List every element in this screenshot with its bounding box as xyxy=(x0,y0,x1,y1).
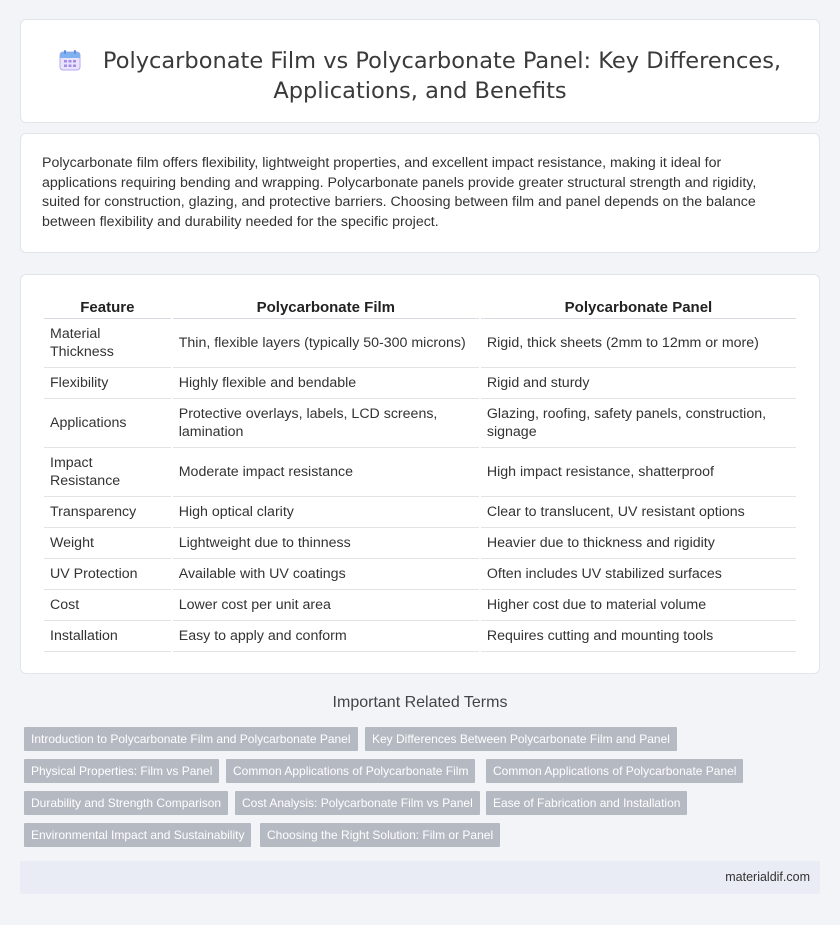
related-tag-choosing[interactable]: Choosing the Right Solution: Film or Panel xyxy=(260,823,500,847)
comparison-table-card xyxy=(20,274,820,674)
cell-film: Thin, flexible layers (typically 50-300 microns) xyxy=(173,319,479,368)
title-line-2: Applications, and Benefits xyxy=(273,78,567,104)
related-tag-cost-analysis[interactable]: Cost Analysis: Polycarbonate Film vs Panel xyxy=(235,791,480,815)
related-tag-physical-properties[interactable]: Physical Properties: Film vs Panel xyxy=(24,759,219,783)
cell-panel: High impact resistance, shatterproof xyxy=(481,448,796,497)
related-tag-durability[interactable]: Durability and Strength Comparison xyxy=(24,791,228,815)
cell-film: Available with UV coatings xyxy=(173,559,479,590)
cell-feature: Weight xyxy=(44,528,171,559)
intro-paragraph: Polycarbonate film offers flexibility, lightweight properties, and excellent impact resistance, making it ideal for applications requiring bending and wrapping. Polycarbonate panels provide greater structural strength and rigidity, suited for construction, glazing, and protective barriers. Choosing between film and panel depends on the balance between flexibility and durability needed for the specific project. xyxy=(42,155,757,230)
cell-feature: Transparency xyxy=(44,497,171,528)
related-tag-panel-applications[interactable]: Common Applications of Polycarbonate Panel xyxy=(486,759,743,783)
cell-feature: Flexibility xyxy=(44,368,171,399)
cell-film: Highly flexible and bendable xyxy=(173,368,479,399)
cell-feature: Cost xyxy=(44,590,171,621)
title-line-1: Polycarbonate Film vs Polycarbonate Panel: Key Differences, xyxy=(102,48,782,74)
table-row xyxy=(44,448,796,497)
cell-panel: Often includes UV stabilized surfaces xyxy=(481,559,796,590)
calendar-icon xyxy=(59,49,81,71)
table-row xyxy=(44,497,796,528)
cell-panel: Rigid and sturdy xyxy=(481,368,796,399)
cell-panel: Clear to translucent, UV resistant options xyxy=(481,497,796,528)
cell-film: Protective overlays, labels, LCD screens, lamination xyxy=(173,399,479,448)
footer-site-link[interactable]: materialdif.com xyxy=(725,870,810,884)
related-tag-intro[interactable]: Introduction to Polycarbonate Film and Polycarbonate Panel xyxy=(24,727,358,751)
cell-film: High optical clarity xyxy=(173,497,479,528)
table-row xyxy=(44,590,796,621)
cell-feature: Impact Resistance xyxy=(44,448,171,497)
cell-feature: UV Protection xyxy=(44,559,171,590)
intro-card xyxy=(20,133,820,253)
table-header-row xyxy=(44,295,796,319)
footer xyxy=(20,861,820,894)
related-terms-heading: Important Related Terms xyxy=(332,694,508,711)
related-tag-film-applications[interactable]: Common Applications of Polycarbonate Film xyxy=(226,759,475,783)
cell-film: Moderate impact resistance xyxy=(173,448,479,497)
header-feature: Feature xyxy=(44,295,171,319)
header-panel: Polycarbonate Panel xyxy=(481,295,796,319)
table-row xyxy=(44,368,796,399)
cell-film: Easy to apply and conform xyxy=(173,621,479,652)
related-tag-key-differences[interactable]: Key Differences Between Polycarbonate Film and Panel xyxy=(365,727,677,751)
title-card xyxy=(20,19,820,123)
table-row xyxy=(44,528,796,559)
cell-feature: Installation xyxy=(44,621,171,652)
related-tag-installation[interactable]: Ease of Fabrication and Installation xyxy=(486,791,687,815)
table-row xyxy=(44,319,796,368)
table-row xyxy=(44,621,796,652)
cell-panel: Requires cutting and mounting tools xyxy=(481,621,796,652)
cell-panel: Heavier due to thickness and rigidity xyxy=(481,528,796,559)
cell-feature: Applications xyxy=(44,399,171,448)
cell-film: Lower cost per unit area xyxy=(173,590,479,621)
table-row xyxy=(44,399,796,448)
related-tag-environment[interactable]: Environmental Impact and Sustainability xyxy=(24,823,251,847)
cell-panel: Glazing, roofing, safety panels, construction, signage xyxy=(481,399,796,448)
comparison-table xyxy=(42,295,798,652)
cell-film: Lightweight due to thinness xyxy=(173,528,479,559)
cell-panel: Higher cost due to material volume xyxy=(481,590,796,621)
header-film: Polycarbonate Film xyxy=(173,295,479,319)
cell-panel: Rigid, thick sheets (2mm to 12mm or more) xyxy=(481,319,796,368)
page-title xyxy=(21,46,819,106)
table-row xyxy=(44,559,796,590)
cell-feature: Material Thickness xyxy=(44,319,171,368)
